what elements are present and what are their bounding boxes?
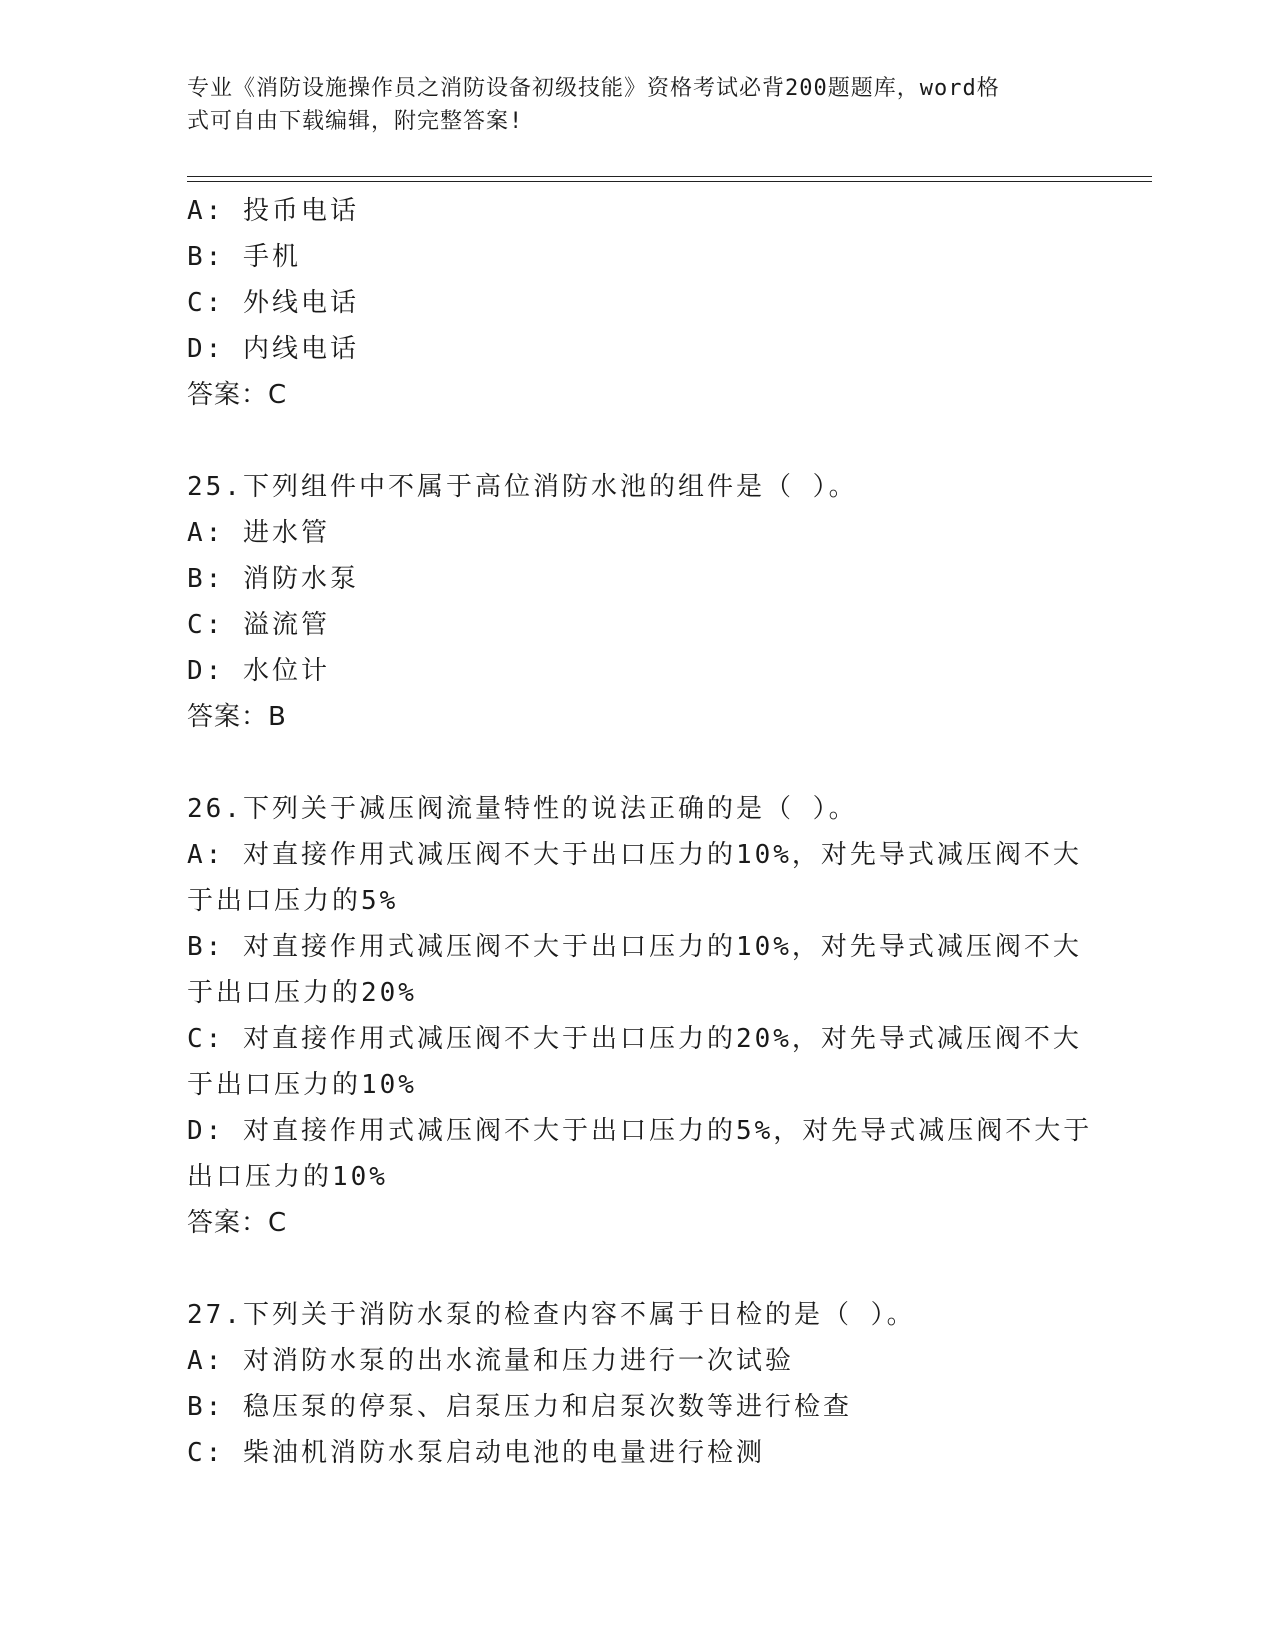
spacer bbox=[187, 1246, 1087, 1292]
answer: 答案：C bbox=[187, 1208, 288, 1238]
question-text: 27.下列关于消防水泵的检查内容不属于日检的是（ ）。 bbox=[187, 1300, 916, 1330]
option-b-line-1: B: 对直接作用式减压阀不大于出口压力的10%，对先导式减压阀不大 bbox=[187, 932, 1082, 962]
option-c: C: 溢流管 bbox=[187, 610, 330, 640]
option-d-line-2: 出口压力的10% bbox=[187, 1162, 388, 1192]
option-d: D: 内线电话 bbox=[187, 334, 359, 364]
option-a-line-1: A: 对直接作用式减压阀不大于出口压力的10%，对先导式减压阀不大 bbox=[187, 840, 1082, 870]
header-divider-top bbox=[187, 176, 1152, 177]
option-b: B: 手机 bbox=[187, 242, 301, 272]
option-b: B: 稳压泵的停泵、启泵压力和启泵次数等进行检查 bbox=[187, 1392, 852, 1422]
question-26 bbox=[187, 786, 1093, 1246]
spacer bbox=[187, 418, 1087, 464]
question-list bbox=[187, 188, 1093, 1476]
option-d: D: 水位计 bbox=[187, 656, 330, 686]
header-divider-bottom bbox=[187, 181, 1152, 182]
option-a: A: 对消防水泵的出水流量和压力进行一次试验 bbox=[187, 1346, 794, 1376]
option-c: C: 柴油机消防水泵启动电池的电量进行检测 bbox=[187, 1438, 765, 1468]
question-24 bbox=[187, 188, 1087, 418]
option-b: B: 消防水泵 bbox=[187, 564, 359, 594]
question-27 bbox=[187, 1292, 1087, 1476]
question-text: 25.下列组件中不属于高位消防水池的组件是（ ）。 bbox=[187, 472, 858, 502]
document-header bbox=[187, 72, 1067, 138]
header-line-1: 专业《消防设施操作员之消防设备初级技能》资格考试必背200题题库，word格 bbox=[187, 76, 1000, 101]
question-25 bbox=[187, 464, 1087, 740]
option-b-line-2: 于出口压力的20% bbox=[187, 978, 417, 1008]
spacer bbox=[187, 740, 1087, 786]
question-text: 26.下列关于减压阀流量特性的说法正确的是（ ）。 bbox=[187, 794, 858, 824]
answer: 答案：C bbox=[187, 380, 288, 410]
option-c-line-1: C: 对直接作用式减压阀不大于出口压力的20%，对先导式减压阀不大 bbox=[187, 1024, 1082, 1054]
header-line-2: 式可自由下载编辑，附完整答案! bbox=[187, 109, 524, 134]
option-c-line-2: 于出口压力的10% bbox=[187, 1070, 417, 1100]
option-a: A: 进水管 bbox=[187, 518, 330, 548]
answer: 答案：B bbox=[187, 702, 287, 732]
option-d-line-1: D: 对直接作用式减压阀不大于出口压力的5%，对先导式减压阀不大于 bbox=[187, 1116, 1093, 1146]
option-c: C: 外线电话 bbox=[187, 288, 359, 318]
option-a: A: 投币电话 bbox=[187, 196, 359, 226]
option-a-line-2: 于出口压力的5% bbox=[187, 886, 399, 916]
